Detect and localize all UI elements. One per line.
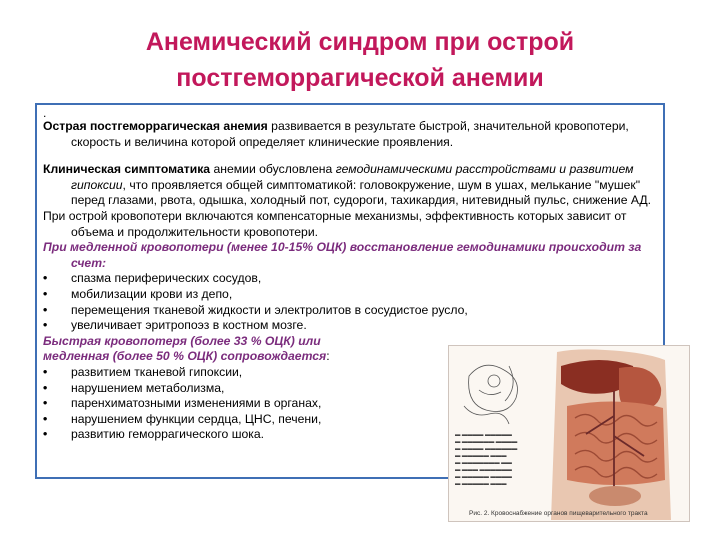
symptoms-mid: анемии обусловлена [210,162,336,177]
schematic-sketch [464,365,518,424]
definition-term: Острая постгеморрагическая анемия [43,119,268,133]
list-item: • мобилизации крови из депо, [43,287,655,303]
dot-marker: . [43,106,47,120]
paragraph-compensation: При острой кровопотери включаются компенсаторные механизмы, эффективность которых зависит от объема и продолжительности кровопотери. [43,208,627,239]
list-item: • развитием тканевой гипоксии, [43,365,655,381]
paragraph-definition [43,119,655,150]
fast-loss-line-1: Быстрая кровопотеря (более 33 % ОЦК) или [43,333,321,348]
title-line-2: постгеморрагической анемии [176,64,544,92]
page-title [60,24,660,96]
fast-loss-colon: : [326,349,330,364]
anatomy-figure [448,345,690,522]
title-line-1: Анемический синдром при острой [145,28,575,56]
symptoms-italic: гемодинамическими расстройствами и развитием гипоксии [71,162,634,192]
list-item: • увеличивает эритропоэз в костном мозге. [43,318,655,334]
definition-text: развивается в результате быстрой, значительной кровопотери, скорость и величина которой определяет клинические проявления. [71,119,629,149]
paragraph-symptoms [43,162,655,209]
list-item: • нарушением функции сердца, ЦНС, печени, [43,412,655,428]
paragraph-slow-loss: При медленной кровопотери (менее 10-15% ОЦК) восстановление гемодинамики происходит за счет: [43,240,642,270]
list-item: • паренхиматозными изменениями в органах, [43,396,655,412]
figure-legend: ▬ ▬▬▬▬ ▬▬▬▬▬ ▬ ▬▬▬▬▬▬ ▬▬▬▬ ▬ ▬▬▬▬ ▬▬▬▬▬▬ ▬ ▬▬▬▬▬ ▬▬▬ ▬ ▬▬▬▬▬▬▬ ▬▬ ▬ ▬▬▬ ▬▬▬▬▬▬ ▬ ▬▬▬▬▬ ▬▬▬▬ ▬ ▬▬▬▬▬ ▬▬▬ [455,432,518,487]
list-item: • нарушением метаболизма, [43,381,655,397]
fast-loss-line-2: медленная (более 50 % ОЦК) сопровождается [43,349,327,364]
figure-caption: Рис. 2. Кровоснабжение органов пищеварительного тракта [469,510,648,517]
pelvis-shape [589,486,641,506]
symptoms-text: , что проявляется общей симптоматикой: головокружение, шум в ушах, мелькание "мушек" перед глазами, рвота, одышка, холодный пот, судороги, тахикардия, нитевидный пульс, снижение АД. [71,177,652,208]
symptoms-term: Клиническая симптоматика [43,162,211,177]
list-item: • развитию геморрагического шока. [43,427,655,443]
slow-loss-list [43,271,655,333]
list-item: • перемещения тканевой жидкости и электролитов в сосудистое русло, [43,303,655,319]
list-item: • спазма периферических сосудов, [43,271,655,287]
